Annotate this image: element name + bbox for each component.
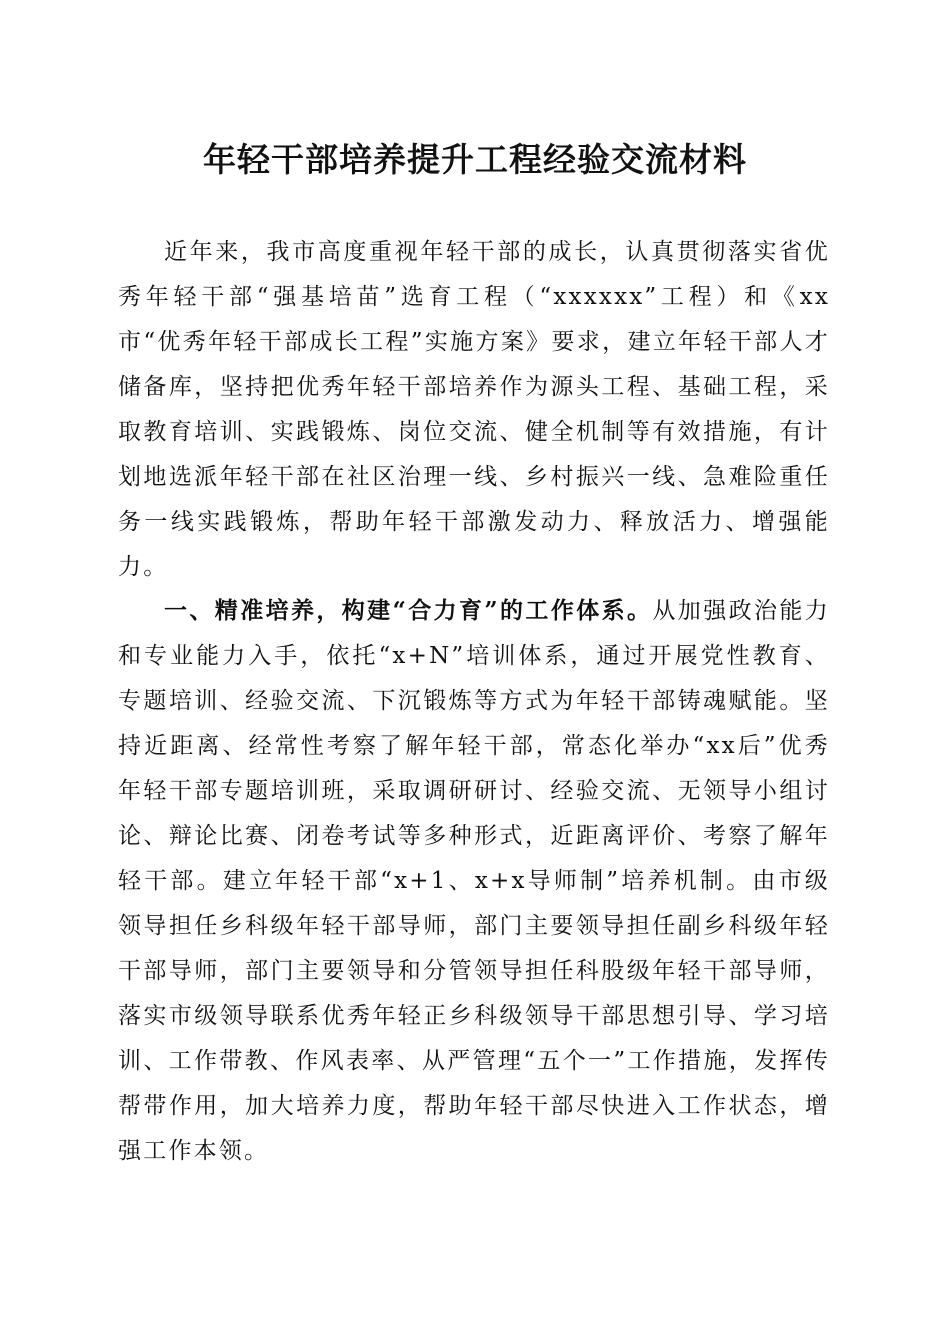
section-1-body: 从加强政治能力和专业能力入手，依托“x+N”培训体系，通过开展党性教育、专题培训、经验交流、下沉锻炼等方式为年轻干部铸魂赋能。坚持近距离、经常性考察了解年轻干部，常态化举办“xx后”优秀年轻干部专题培训班，采取调研研讨、经验交流、无领导小组讨论、辩论比赛、闭卷考试等多种形式，近距离评价、考察了解年轻干部。建立年轻干部“x+1、x+x导师制”培养机制。由市级领导担任乡科级年轻干部导师，部门主要领导担任副乡科级年轻干部导师，部门主要领导和分管领导担任科股级年轻干部导师，落实市级领导联系优秀年轻正乡科级领导干部思想引导、学习培训、工作带教、作风表率、从严管理“五个一”工作措施，发挥传帮带作用，加大培养力度，帮助年轻干部尽快进入工作状态，增强工作本领。 <box>118 598 830 1164</box>
document-title: 年轻干部培养提升工程经验交流材料 <box>203 140 747 179</box>
section-1-heading: 一、精准培养，构建“合力育”的工作体系。 <box>164 597 653 624</box>
intro-paragraph: 近年来，我市高度重视年轻干部的成长，认真贯彻落实省优秀年轻干部“强基培苗”选育工程（“xxxxxx”工程）和《xx市“优秀年轻干部成长工程”实施方案》要求，建立年轻干部人才储备库，坚持把优秀年轻干部培养作为源头工程、基础工程，采取教育培训、实践锻炼、岗位交流、健全机制等有效措施，有计划地选派年轻干部在社区治理一线、乡村振兴一线、急难险重任务一线实践锻炼，帮助年轻干部激发动力、释放活力、增强能力。 <box>118 239 830 580</box>
section-1-paragraph <box>118 588 830 1174</box>
